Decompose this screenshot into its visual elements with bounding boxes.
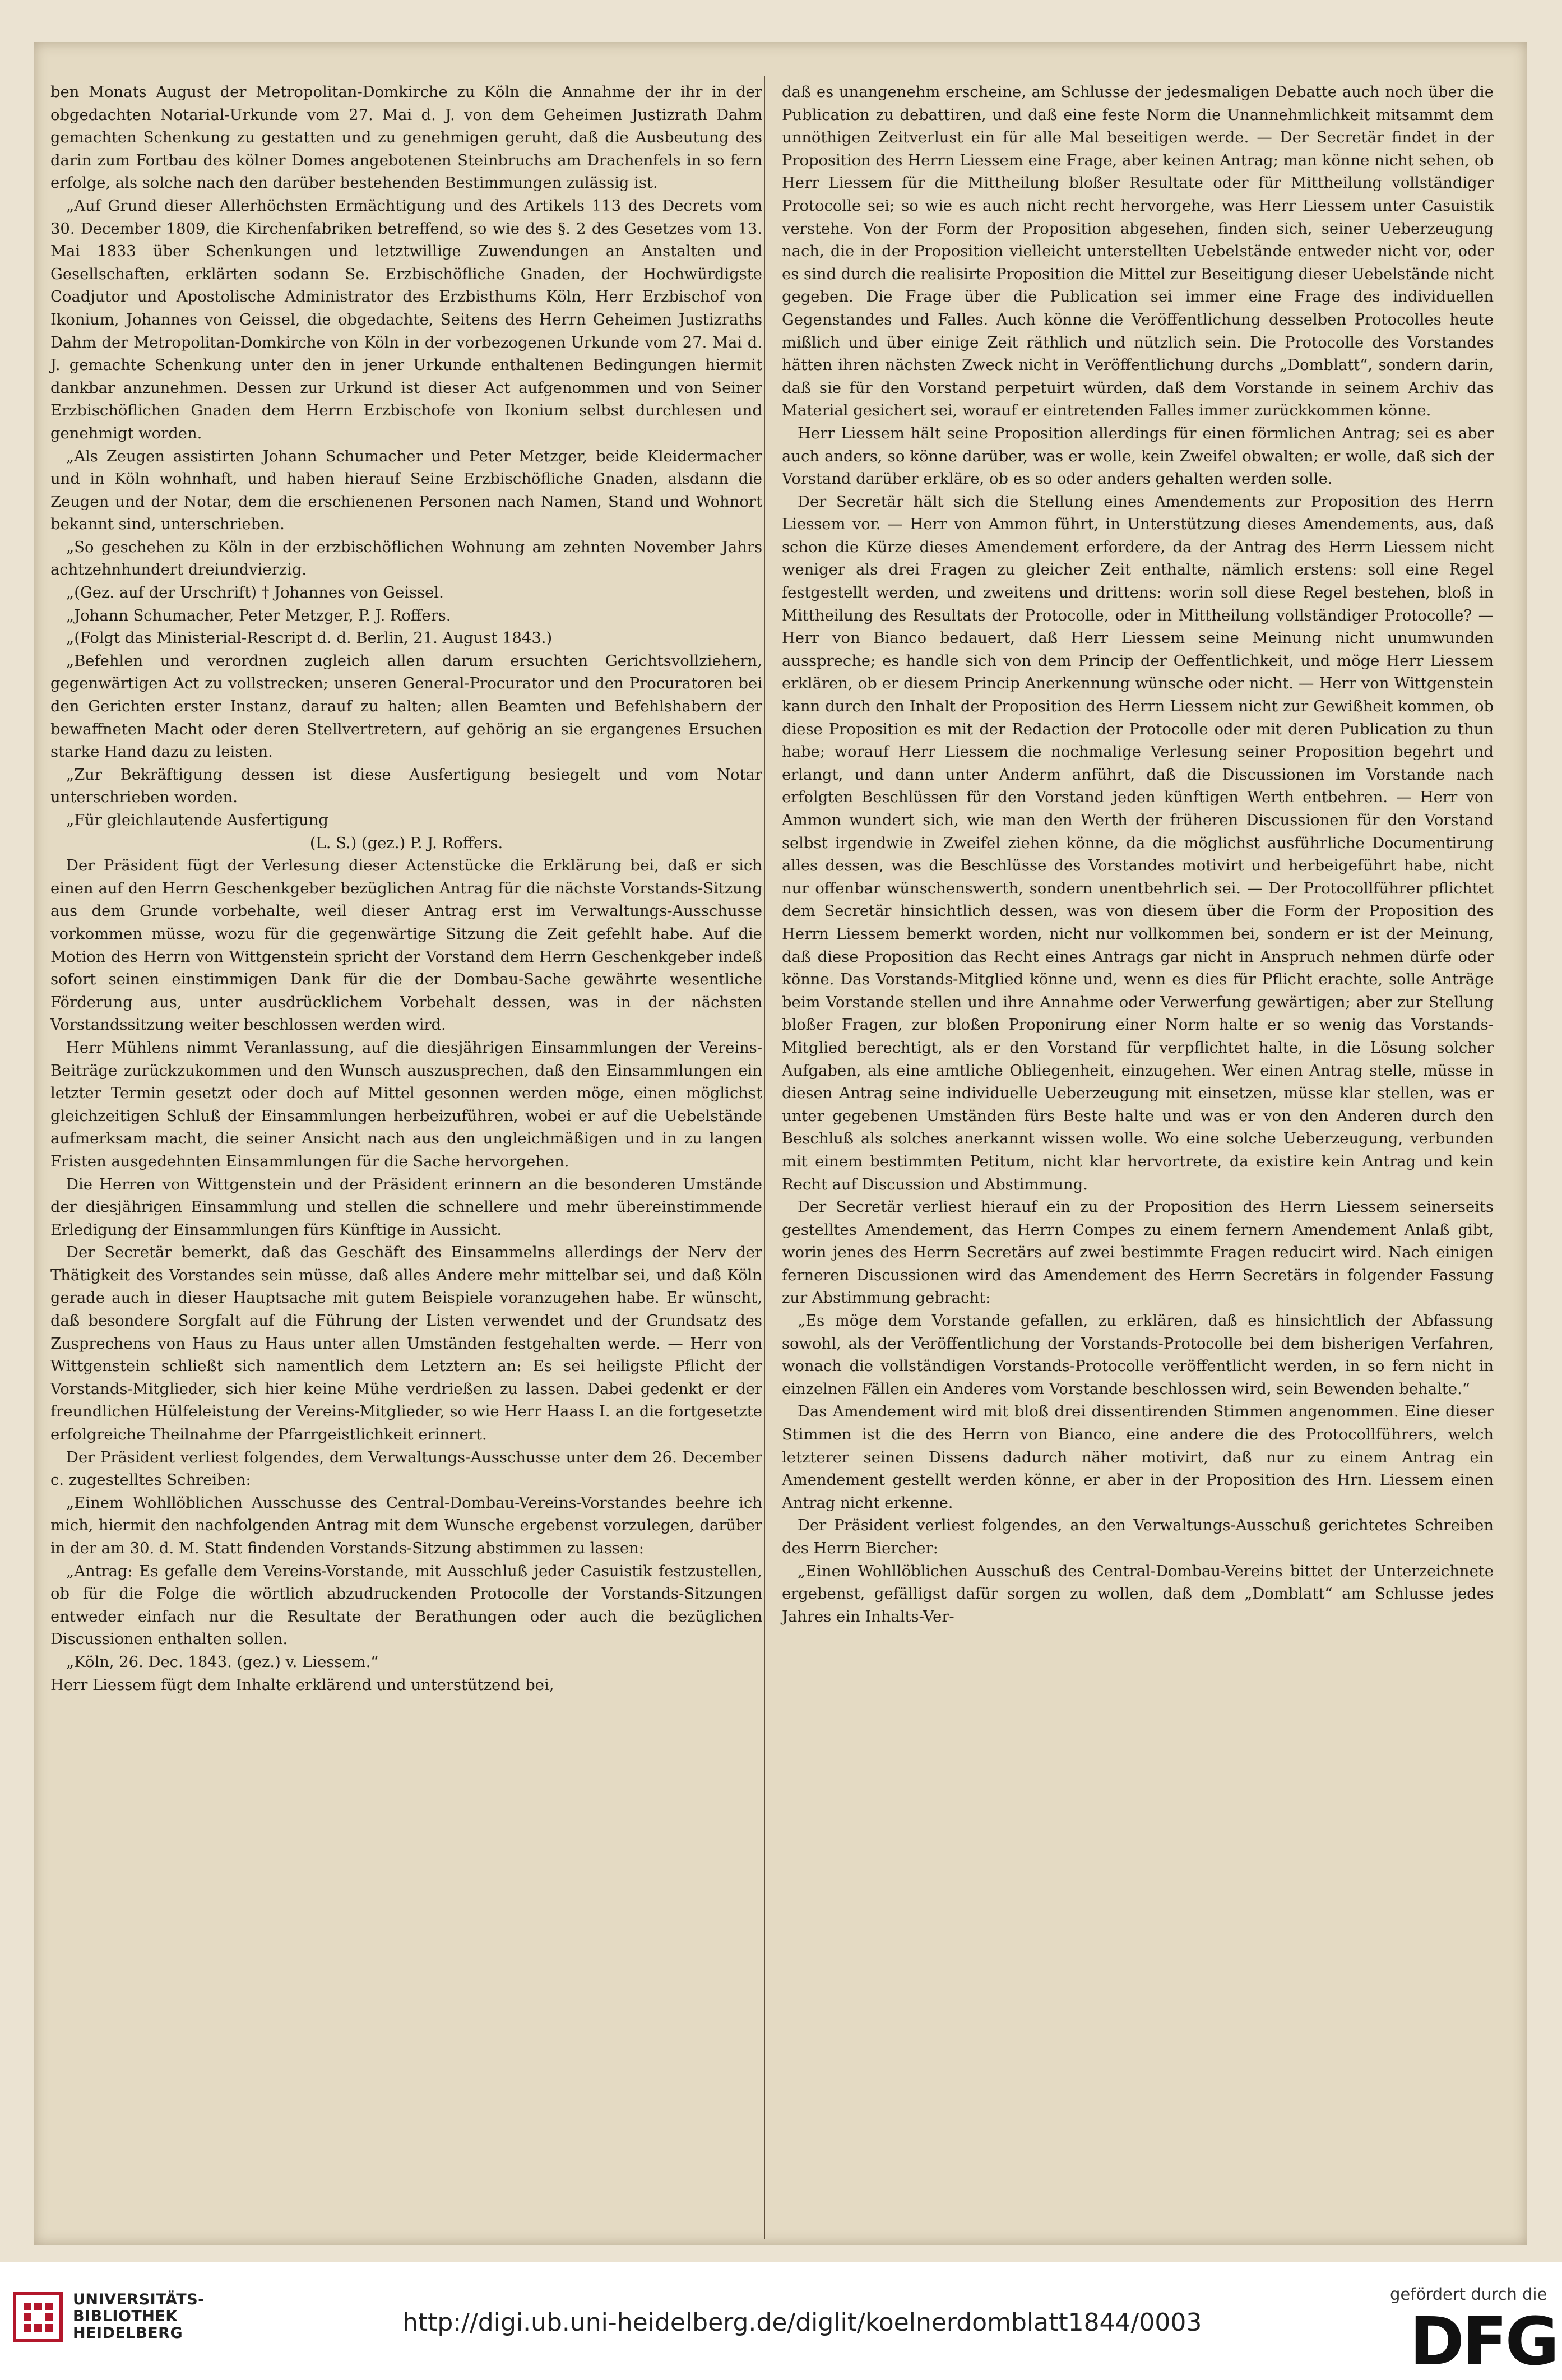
- paragraph: Der Präsident fügt der Verlesung dieser Actenstücke die Erklärung bei, daß er sich einen auf den Herrn Geschenkgeber bezüglichen Antrag für die nächste Vorstands-Sitzung aus dem Grunde vorbehalte, weil dieser Antrag erst im Verwaltungs-Ausschusse vorkommen müsse, wozu für die gegenwärtige Sitzung die Zeit gefehlt habe. Auf die Motion des Herrn von Wittgenstein spricht der Vorstand dem Herrn Geschenkgeber indeß sofort seinen einstimmigen Dank für die der Dombau-Sache gewährte wesentliche Förderung aus, unter ausdrücklichem Vorbehalt dessen, was in der nächsten Vorstandssitzung weiter beschlossen werden wird.: [50, 857, 762, 1034]
- dfg-logo: DFG: [1410, 2303, 1558, 2380]
- paragraph: ben Monats August der Metropolitan-Domkirche zu Köln die Annahme der ihr in der obgedachten Notarial-Urkunde vom 27. Mai d. J. von dem Geheimen Justizrath Dahm gemachten Schenkung zu gestatten und zu genehmigen geruht, daß die Ausbeutung des darin zum Fortbau des kölner Domes angebotenen Steinbruchs am Drachenfels in so fern erfolge, als solche nach den darüber bestehenden Bestimmungen zulässig ist.: [50, 84, 762, 192]
- paragraph: „Johann Schumacher, Peter Metzger, P. J. Roffers.: [66, 606, 451, 624]
- paragraph: „Einem Wohllöblichen Ausschusse des Central-Dombau-Vereins-Vorstandes beehre ich mich, hiermit den nachfolgenden Antrag mit dem Wunsche ergebenst vorzulegen, darüber in der am 30. d. M. Statt findenden Vorstands-Sitzung abstimmen zu lassen:: [50, 1494, 762, 1557]
- left-column: [50, 81, 762, 1697]
- signature-line: (L. S.) (gez.) P. J. Roffers.: [309, 834, 503, 852]
- paragraph: „(Gez. auf der Urschrift) † Johannes von Geissel.: [66, 584, 444, 602]
- paragraph: „So geschehen zu Köln in der erzbischöflichen Wohnung am zehnten November Jahrs achtzehnhundert dreiundvierzig.: [50, 538, 762, 579]
- paragraph: „Als Zeugen assistirten Johann Schumacher und Peter Metzger, beide Kleidermacher und in Köln wohnhaft, und haben hierauf Seine Erzbischöfliche Gnaden, alsdann die Zeugen und der Notar, dem die erschienenen Personen nach Namen, Stand und Wohnort bekannt sind, unterschrieben.: [50, 447, 762, 534]
- newspaper-page: [34, 42, 1527, 2245]
- permalink-url[interactable]: http://digi.ub.uni-heidelberg.de/diglit/koelnerdomblatt1844/0003: [402, 2308, 1202, 2337]
- paragraph: „Für gleichlautende Ausfertigung: [66, 812, 328, 829]
- paragraph: „(Folgt das Ministerial-Rescript d. d. Berlin, 21. August 1843.): [66, 629, 553, 647]
- right-column: [782, 81, 1494, 1628]
- column-divider: [764, 76, 765, 2239]
- paragraph: Die Herren von Wittgenstein und der Präsident erinnern an die besonderen Umstände der diesjährigen Einsammlung und stellen die schnellere und mehr übereinstimmende Erledigung der Einsammlungen fürs Künftige in Aussicht.: [50, 1175, 762, 1239]
- paragraph: daß es unangenehm erscheine, am Schlusse der jedesmaligen Debatte auch noch über die Publication zu debattiren, und daß eine feste Norm die Unannehmlichkeit mitsammt dem unnöthigen Zeitverlust ein für alle Mal beseitigen werde. — Der Secretär findet in der Proposition des Herrn Liessem eine Frage, aber keinen Antrag; man könne nicht sehen, ob Herr Liessem für die Mittheilung bloßer Resultate oder für Mittheilung vollständiger Protocolle sei; so wie es auch nicht recht hervorgehe, was Herr Liessem unter Casuistik verstehe. Von der Form der Proposition abgesehen, finden sich, seiner Ueberzeugung nach, die in der Proposition vielleicht unterstellten Uebelstände entweder nicht vor, oder es sind durch die realisirte Proposition die Mittel zur Beseitigung dieser Uebelstände nicht gegeben. Die Frage über die Publication sei immer eine Frage des individuellen Gegenstandes und Falles. Auch könne die Veröffentlichung desselben Protocolles heute mißlich und über einige Zeit räthlich und nützlich sein. Die Protocolle des Vorstandes hätten ihren nächsten Zweck nicht in Veröffentlichung durchs „Domblatt“, sondern darin, daß sie für den Vorstand perpetuirt würden, daß dem Vorstande in seinem Archiv das Material gesichert sei, worauf er eintretenden Falles immer zurückkommen könne.: [782, 84, 1494, 420]
- paragraph: Der Secretär hält sich die Stellung eines Amendements zur Proposition des Herrn Liessem vor. — Herr von Ammon führt, in Unterstützung dieses Amendements, aus, daß schon die Kürze dieses Amendement erfordere, da der Antrag des Herrn Liessem nicht weniger als drei Fragen zu gleicher Zeit enthalte, nämlich erstens: soll eine Regel festgestellt werden, und zweitens und drittens: worin soll diese Regel bestehen, bloß in Mittheilung des Resultats der Protocolle, oder in Mittheilung vollständiger Protocolle? — Herr von Bianco bedauert, daß Herr Liessem seine Meinung nicht unumwunden ausspreche; es handle sich von dem Princip der Oeffentlichkeit, und möge Herr Liessem erklären, ob er diesem Princip Anerkennung wünsche oder nicht. — Herr von Wittgenstein kann durch den Inhalt der Proposition des Herrn Liessem nicht zur Gewißheit kommen, ob diese Proposition es mit der Redaction der Protocolle oder mit deren Publication zu thun habe; worauf Herr Liessem die nochmalige Verlesung seiner Proposition begehrt und erlangt, und dann unter Anderm anführt, daß die Discussionen im Vorstande nach erfolgten Beschlüssen für den Vorstand jeden künftigen Werth entbehren. — Herr von Ammon wundert sich, wie man den Werth der früheren Discussionen für den Vorstand selbst irgendwie in Zweifel ziehen könne, da die möglichst ausführliche Documentirung alles dessen, was die Beschlüsse des Vorstandes motivirt und herbeigeführt habe, nicht nur offenbar wünschenswerth, sondern unentbehrlich sei. — Der Protocollführer pflichtet dem Secretär hinsichtlich dessen, was von diesem über die Form der Proposition des Herrn Liessem bemerkt worden, nicht nur vollkommen bei, sondern er ist der Meinung, daß diese Proposition das Recht eines Antrags gar nicht in Anspruch nehmen dürfe oder könne. Das Vorstands-Mitglied könne und, wenn es dies für Pflicht erachte, solle Anträge beim Vorstande stellen und ihre Annahme oder Verwerfung gewärtigen; aber zur Stellung bloßer Fragen, zur bloßen Proponirung einer Norm halte er so wenig das Vorstands-Mitglied berechtigt, als er den Vorstand für verpflichtet halte, in die Lösung solcher Aufgaben, als eine amtliche Obliegenheit, einzugehen. Wer einen Antrag stelle, müsse in diesen Antrag seine individuelle Ueberzeugung mit einsetzen, müsse klar stellen, was er unter gegebenen Umständen fürs Beste halte und was er von den Anderen durch den Beschluß als solches anerkannt wissen wolle. Wo eine solche Ueberzeugung, verbunden mit einem bestimmten Petitum, nicht klar hervortrete, da existire kein Antrag und kein Recht auf Discussion und Abstimmung.: [782, 493, 1494, 1193]
- paragraph: „Einen Wohllöblichen Ausschuß des Central-Dombau-Vereins bittet der Unterzeichnete ergebenst, gefälligst dafür sorgen zu wollen, daß dem „Domblatt“ am Schlusse jedes Jahres ein Inhalts-Ver-: [782, 1562, 1494, 1626]
- paragraph: „Es möge dem Vorstande gefallen, zu erklären, daß es hinsichtlich der Abfassung sowohl, als der Veröffentlichung der Vorstands-Protocolle bei dem bisherigen Verfahren, wonach die vollständigen Vorstands-Protocolle veröffentlicht werden, in so fern nicht in einzelnen Fällen ein Anderes vom Vorstande beschlossen wird, sein Bewenden behalte.“: [782, 1312, 1494, 1398]
- paragraph: „Köln, 26. Dec. 1843. (gez.) v. Liessem.“: [66, 1653, 379, 1671]
- paragraph: Der Präsident verliest folgendes, dem Verwaltungs-Ausschusse unter dem 26. December c. zugestelltes Schreiben:: [50, 1448, 762, 1489]
- paragraph: Herr Liessem hält seine Proposition allerdings für einen förmlichen Antrag; sei es aber auch anders, so könne darüber, was er wolle, kein Zweifel obwalten; er wolle, daß sich der Vorstand darüber erkläre, ob es so oder anders gehalten werden solle.: [782, 424, 1494, 488]
- funder-label: gefördert durch die: [1390, 2285, 1547, 2304]
- library-name: UNIVERSITÄTS- BIBLIOTHEK HEIDELBERG: [73, 2291, 205, 2342]
- paragraph: Herr Mühlens nimmt Veranlassung, auf die diesjährigen Einsammlungen der Vereins-Beiträge zurückzukommen und den Wunsch auszusprechen, daß den Einsammlungen ein letzter Termin gesetzt oder doch auf Mittel gesonnen werden möge, einen möglichst gleichzeitigen Schluß der Einsammlungen herbeizuführen, wobei er auf die Uebelstände aufmerksam macht, die seiner Ansicht nach aus den ungleichmäßigen und in zu langen Fristen ausgedehnten Einsammlungen für die Sache hervorgehen.: [50, 1039, 762, 1170]
- viewer-footer: [0, 2262, 1562, 2379]
- paragraph: Der Secretär verliest hierauf ein zu der Proposition des Herrn Liessem seinerseits gestelltes Amendement, das Herrn Compes zu einem fernern Amendement Anlaß gibt, worin jenes des Herrn Secretärs auf zwei bestimmte Fragen reducirt wird. Nach einigen ferneren Discussionen wird das Amendement des Herrn Secretärs in folgender Fassung zur Abstimmung gebracht:: [782, 1198, 1494, 1307]
- paragraph: Herr Liessem fügt dem Inhalte erklärend und unterstützend bei,: [50, 1676, 554, 1694]
- paragraph: „Zur Bekräftigung dessen ist diese Ausfertigung besiegelt und vom Notar unterschrieben worden.: [50, 766, 762, 807]
- paragraph: „Antrag: Es gefalle dem Vereins-Vorstande, mit Ausschluß jeder Casuistik festzustellen, ob für die Folge die wörtlich abzudruckenden Protocolle der Vorstands-Sitzungen entweder einfach nur die Resultate der Berathungen oder auch die bezüglichen Discussionen enthalten sollen.: [50, 1562, 762, 1649]
- paragraph: „Befehlen und verordnen zugleich allen darum ersuchten Gerichtsvollziehern, gegenwärtigen Act zu vollstrecken; unseren General-Procurator und den Procuratoren bei den Gerichten erster Instanz, darauf zu halten; allen Beamten und Befehlshabern der bewaffneten Macht oder deren Stellvertretern, auf gehörig an sie ergangenes Ersuchen starke Hand dazu zu leisten.: [50, 652, 762, 761]
- paragraph: Der Präsident verliest folgendes, an den Verwaltungs-Ausschuß gerichtetes Schreiben des Herrn Biercher:: [782, 1517, 1494, 1557]
- paragraph: „Auf Grund dieser Allerhöchsten Ermächtigung und des Artikels 113 des Decrets vom 30. December 1809, die Kirchenfabriken betreffend, so wie des §. 2 des Gesetzes vom 13. Mai 1833 über Schenkungen und letztwillige Zuwendungen an Anstalten und Gesellschaften, erklärten sodann Se. Erzbischöfliche Gnaden, der Hochwürdigste Coadjutor und Apostolische Administrator des Erzbisthums Köln, Herr Erzbischof von Ikonium, Johannes von Geissel, die obgedachte, Seitens des Herrn Geheimen Justizraths Dahm der Metropolitan-Domkirche von Köln in der vorbezogenen Urkunde vom 27. Mai d. J. gemachte Schenkung unter den in jener Urkunde enthaltenen Bedingungen hiermit dankbar anzunehmen. Dessen zur Urkund ist dieser Act aufgenommen und von Seiner Erzbischöflichen Gnaden dem Herrn Erzbischofe von Ikonium selbst durchlesen und genehmigt worden.: [50, 197, 762, 442]
- university-logo-icon: [11, 2290, 64, 2344]
- paragraph: Das Amendement wird mit bloß drei dissentirenden Stimmen angenommen. Eine dieser Stimmen ist die des Herrn von Bianco, eine andere die des Protocollführers, welch letzterer seinen Dissens dadurch näher motivirt, daß nur zu einem Antrag ein Amendement gestellt werden könne, er aber in der Proposition des Hrn. Liessem einen Antrag nicht erkenne.: [782, 1403, 1494, 1512]
- paragraph: Der Secretär bemerkt, daß das Geschäft des Einsammelns allerdings der Nerv der Thätigkeit des Vorstandes sein müsse, daß alles Andere mehr mittelbar sei, und daß Köln gerade auch in dieser Hauptsache mit gutem Beispiele voranzugehen habe. Er wünscht, daß besondere Sorgfalt auf die Führung der Listen verwendet und der Grundsatz des Zusprechens von Haus zu Haus unter allen Umständen festgehalten werde. — Herr von Wittgenstein schließt sich namentlich dem Letztern an: Es sei heiligste Pflicht der Vorstands-Mitglieder, sich hier keine Mühe verdrießen zu lassen. Dabei gedenkt er der freundlichen Hülfeleistung der Vereins-Mitglieder, so wie Herr Haass I. an die fortgesetzte erfolgreiche Theilnahme der Pfarrgeistlichkeit erinnert.: [50, 1244, 762, 1444]
